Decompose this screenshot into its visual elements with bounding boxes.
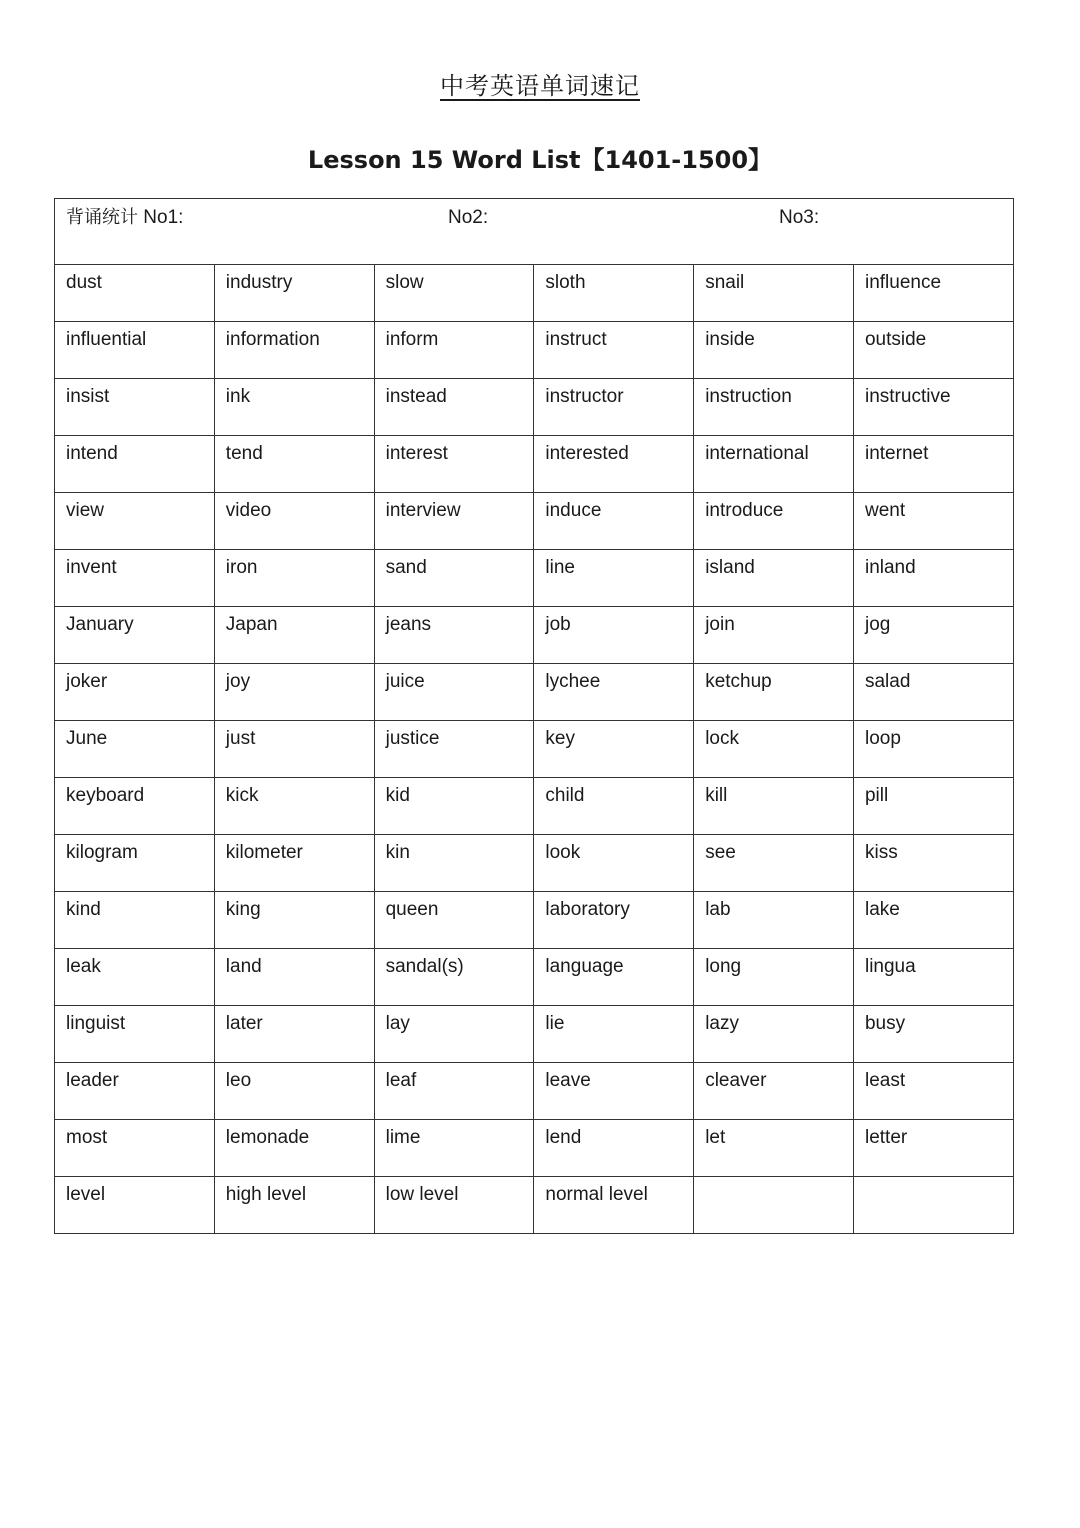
- word-cell: [694, 1177, 854, 1234]
- stat-no3: No3:: [779, 207, 820, 228]
- word-cell: June: [55, 721, 215, 778]
- word-cell: view: [55, 493, 215, 550]
- word-cell: tend: [214, 436, 374, 493]
- word-cell: just: [214, 721, 374, 778]
- word-row: [55, 265, 1014, 322]
- word-cell: leak: [55, 949, 215, 1006]
- word-cell: land: [214, 949, 374, 1006]
- word-cell: video: [214, 493, 374, 550]
- word-cell: invent: [55, 550, 215, 607]
- word-cell: information: [214, 322, 374, 379]
- lesson-heading: Lesson 15 Word List【1401-1500】: [307, 146, 773, 174]
- word-cell: island: [694, 550, 854, 607]
- word-row: [55, 607, 1014, 664]
- word-cell: kilometer: [214, 835, 374, 892]
- word-cell: key: [534, 721, 694, 778]
- word-cell: iron: [214, 550, 374, 607]
- word-cell: least: [853, 1063, 1013, 1120]
- word-cell: January: [55, 607, 215, 664]
- word-cell: sandal(s): [374, 949, 534, 1006]
- word-cell: pill: [853, 778, 1013, 835]
- word-cell: language: [534, 949, 694, 1006]
- word-cell: see: [694, 835, 854, 892]
- word-cell: kick: [214, 778, 374, 835]
- word-cell: busy: [853, 1006, 1013, 1063]
- word-row: [55, 436, 1014, 493]
- word-cell: sand: [374, 550, 534, 607]
- word-cell: high level: [214, 1177, 374, 1234]
- word-cell: justice: [374, 721, 534, 778]
- word-cell: loop: [853, 721, 1013, 778]
- word-row: [55, 835, 1014, 892]
- word-cell: snail: [694, 265, 854, 322]
- word-row: [55, 550, 1014, 607]
- word-cell: inside: [694, 322, 854, 379]
- page-title: 中考英语单词速记: [440, 72, 640, 100]
- word-cell: lemonade: [214, 1120, 374, 1177]
- word-cell: inform: [374, 322, 534, 379]
- word-row: [55, 1120, 1014, 1177]
- stat-no1: No1:: [143, 207, 184, 228]
- word-row: [55, 664, 1014, 721]
- stat-no2: No2:: [448, 207, 489, 228]
- word-cell: leader: [55, 1063, 215, 1120]
- word-cell: queen: [374, 892, 534, 949]
- word-cell: Japan: [214, 607, 374, 664]
- word-cell: lime: [374, 1120, 534, 1177]
- word-cell: level: [55, 1177, 215, 1234]
- word-cell: let: [694, 1120, 854, 1177]
- word-cell: salad: [853, 664, 1013, 721]
- word-row: [55, 949, 1014, 1006]
- word-cell: normal level: [534, 1177, 694, 1234]
- word-cell: join: [694, 607, 854, 664]
- word-cell: kid: [374, 778, 534, 835]
- recitation-stats-row: [55, 199, 1014, 265]
- word-cell: internet: [853, 436, 1013, 493]
- word-cell: lazy: [694, 1006, 854, 1063]
- word-cell: joy: [214, 664, 374, 721]
- word-cell: instructor: [534, 379, 694, 436]
- word-row: [55, 892, 1014, 949]
- word-cell: long: [694, 949, 854, 1006]
- word-cell: joker: [55, 664, 215, 721]
- word-cell: lock: [694, 721, 854, 778]
- word-cell: influential: [55, 322, 215, 379]
- word-row: [55, 1063, 1014, 1120]
- word-row: [55, 493, 1014, 550]
- word-cell: ketchup: [694, 664, 854, 721]
- word-cell: look: [534, 835, 694, 892]
- word-cell: induce: [534, 493, 694, 550]
- word-cell: kilogram: [55, 835, 215, 892]
- word-cell: leave: [534, 1063, 694, 1120]
- word-cell: kin: [374, 835, 534, 892]
- word-cell: international: [694, 436, 854, 493]
- word-cell: went: [853, 493, 1013, 550]
- word-cell: lychee: [534, 664, 694, 721]
- word-cell: cleaver: [694, 1063, 854, 1120]
- word-cell: instead: [374, 379, 534, 436]
- word-cell: lend: [534, 1120, 694, 1177]
- stat-label-cn: 背诵统计: [66, 207, 138, 228]
- word-cell: introduce: [694, 493, 854, 550]
- word-cell: linguist: [55, 1006, 215, 1063]
- word-cell: kiss: [853, 835, 1013, 892]
- word-cell: interested: [534, 436, 694, 493]
- word-cell: instruct: [534, 322, 694, 379]
- word-cell: influence: [853, 265, 1013, 322]
- word-cell: intend: [55, 436, 215, 493]
- stat-no1-label: [66, 208, 183, 228]
- word-cell: leaf: [374, 1063, 534, 1120]
- word-row: [55, 721, 1014, 778]
- word-cell: interview: [374, 493, 534, 550]
- word-cell: lie: [534, 1006, 694, 1063]
- word-cell: slow: [374, 265, 534, 322]
- word-list-table: [54, 198, 1014, 1234]
- word-cell: outside: [853, 322, 1013, 379]
- recitation-stats-cell: [55, 199, 1014, 265]
- word-cell: jeans: [374, 607, 534, 664]
- word-cell: interest: [374, 436, 534, 493]
- word-cell: ink: [214, 379, 374, 436]
- word-cell: lake: [853, 892, 1013, 949]
- word-cell: lay: [374, 1006, 534, 1063]
- word-cell: instructive: [853, 379, 1013, 436]
- word-row: [55, 322, 1014, 379]
- word-row: [55, 379, 1014, 436]
- word-cell: lingua: [853, 949, 1013, 1006]
- word-cell: king: [214, 892, 374, 949]
- word-row: [55, 778, 1014, 835]
- word-cell: low level: [374, 1177, 534, 1234]
- word-row: [55, 1006, 1014, 1063]
- word-cell: kind: [55, 892, 215, 949]
- word-cell: [853, 1177, 1013, 1234]
- word-cell: inland: [853, 550, 1013, 607]
- word-cell: leo: [214, 1063, 374, 1120]
- word-cell: later: [214, 1006, 374, 1063]
- word-cell: letter: [853, 1120, 1013, 1177]
- word-cell: industry: [214, 265, 374, 322]
- word-cell: child: [534, 778, 694, 835]
- word-row: [55, 1177, 1014, 1234]
- word-cell: jog: [853, 607, 1013, 664]
- word-cell: most: [55, 1120, 215, 1177]
- word-cell: laboratory: [534, 892, 694, 949]
- word-cell: keyboard: [55, 778, 215, 835]
- word-cell: lab: [694, 892, 854, 949]
- word-cell: dust: [55, 265, 215, 322]
- word-cell: job: [534, 607, 694, 664]
- word-cell: insist: [55, 379, 215, 436]
- word-cell: line: [534, 550, 694, 607]
- word-cell: sloth: [534, 265, 694, 322]
- word-cell: kill: [694, 778, 854, 835]
- word-cell: juice: [374, 664, 534, 721]
- word-cell: instruction: [694, 379, 854, 436]
